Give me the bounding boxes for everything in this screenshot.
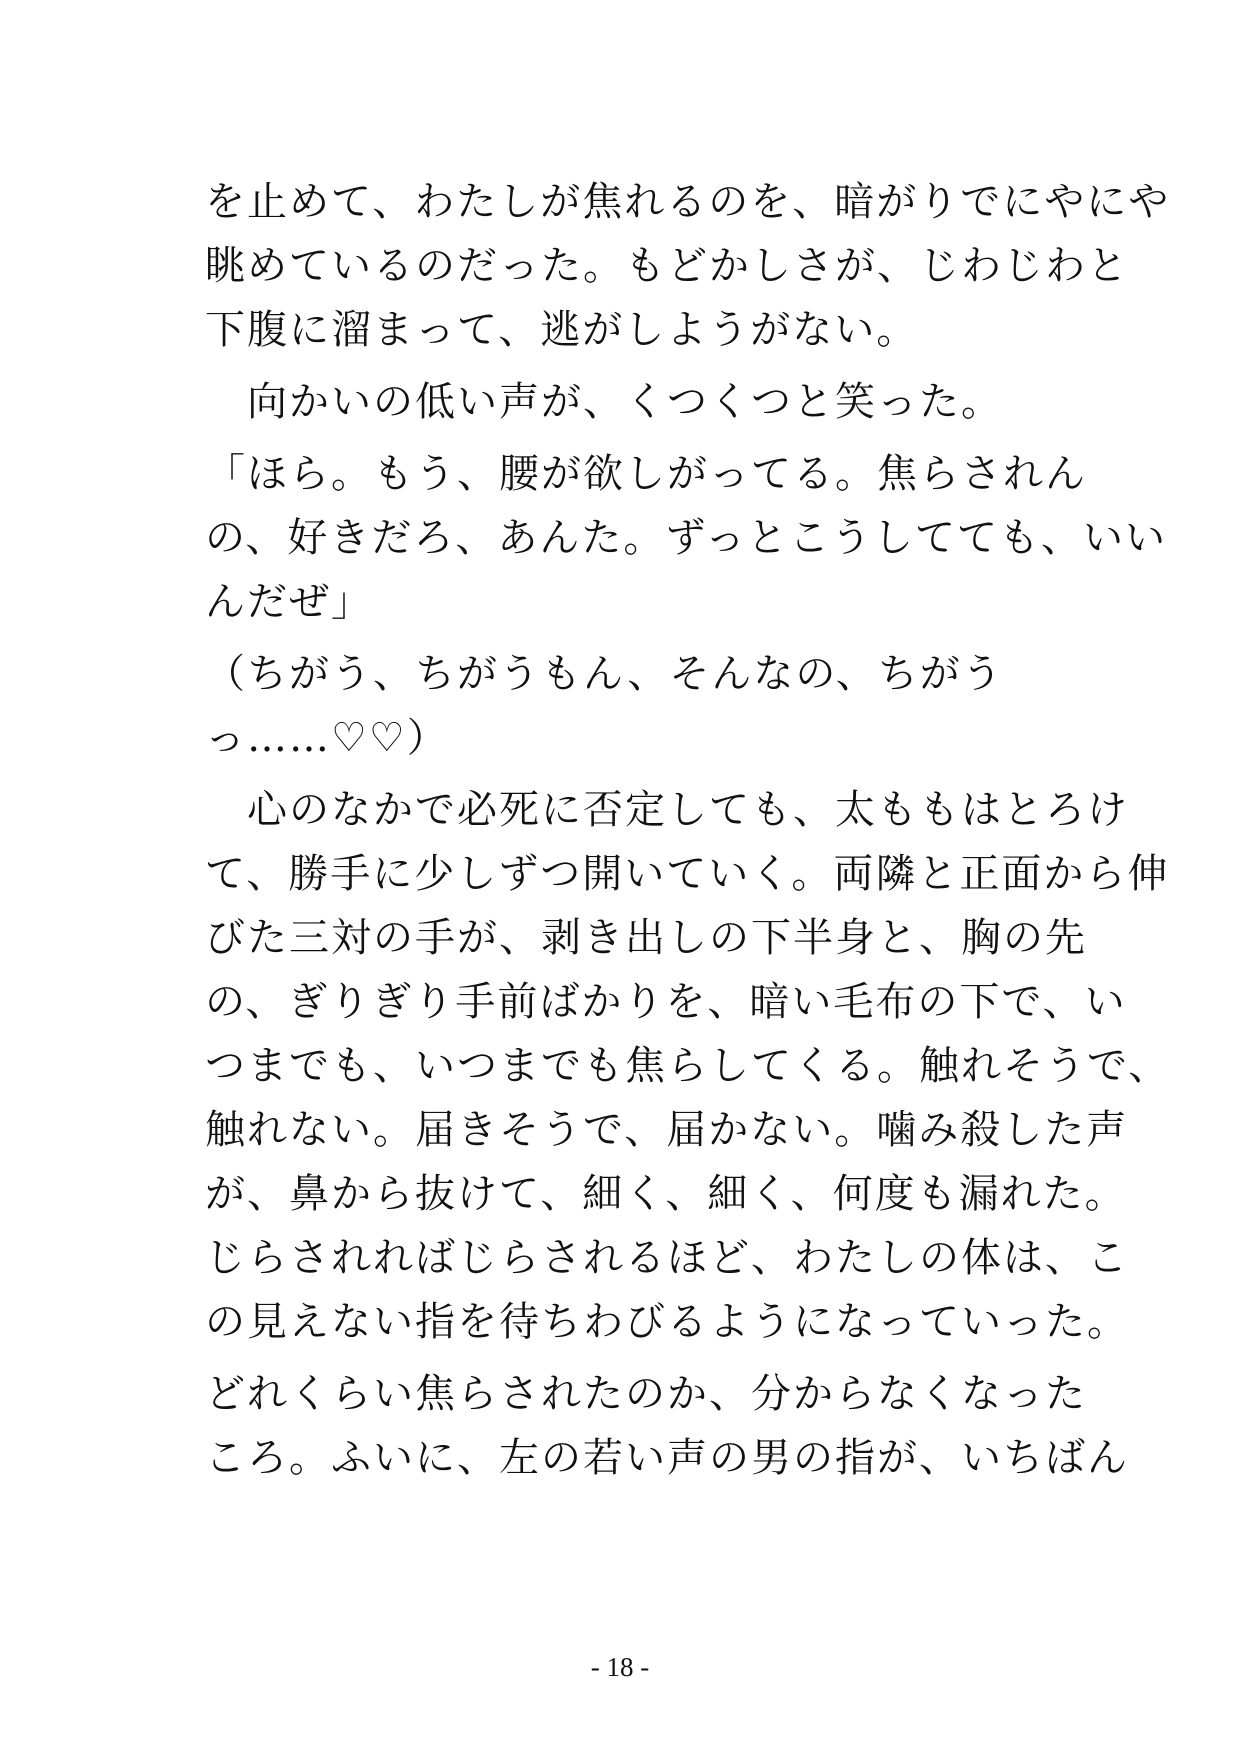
text-line: びた三対の手が、剥き出しの下半身と、胸の先 [205, 915, 1087, 961]
text-line: を止めて、わたしが焦れるのを、暗がりでにやにや [205, 179, 1171, 225]
text-line: 触れない。届きそうで、届かない。噛み殺した声 [205, 1107, 1129, 1153]
text-line: 向かいの低い声が、くつくつと笑った。 [205, 379, 1003, 425]
text-line: んだぜ」 [205, 579, 373, 625]
text-line: っ……♡♡） [205, 715, 449, 761]
paragraph [205, 1362, 1129, 1490]
text-line: が、鼻から抜けて、細く、細く、何度も漏れた。 [205, 1171, 1127, 1217]
text-line: 下腹に溜まって、逃がしようがない。 [205, 307, 919, 353]
text-line: つまでも、いつまでも焦らしてくる。触れそうで、 [205, 1043, 1171, 1089]
text-line: どれくらい焦らされたのか、分からなくなった [205, 1371, 1087, 1417]
text-line: 心のなかで必死に否定しても、太ももはとろけ [205, 787, 1129, 833]
paragraph [205, 642, 1055, 770]
page-number: - 18 - [590, 1652, 650, 1682]
paragraph [205, 170, 1171, 362]
text-line: 「ほら。もう、腰が欲しがってる。焦らされん [205, 451, 1087, 497]
paragraph [205, 442, 1167, 634]
text-line: じらされればじらされるほど、わたしの体は、こ [205, 1235, 1129, 1281]
paragraph [205, 370, 1055, 434]
text-line: ころ。ふいに、左の若い声の男の指が、いちばん [205, 1435, 1129, 1481]
text-line: （ちがう、ちがうもん、そんなの、ちがう [205, 651, 1004, 697]
body-text [205, 170, 1171, 1490]
text-line: の見えない指を待ちわびるようになっていった。 [205, 1299, 1129, 1345]
text-line: の、ぎりぎり手前ばかりを、暗い毛布の下で、い [205, 979, 1127, 1025]
paragraph [205, 778, 1171, 1354]
text-line: て、勝手に少しずつ開いていく。両隣と正面から伸 [205, 851, 1170, 897]
text-line: の、好きだろ、あんた。ずっとこうしてても、いい [205, 515, 1167, 561]
text-line: 眺めているのだった。もどかしさが、じわじわと [205, 243, 1129, 289]
